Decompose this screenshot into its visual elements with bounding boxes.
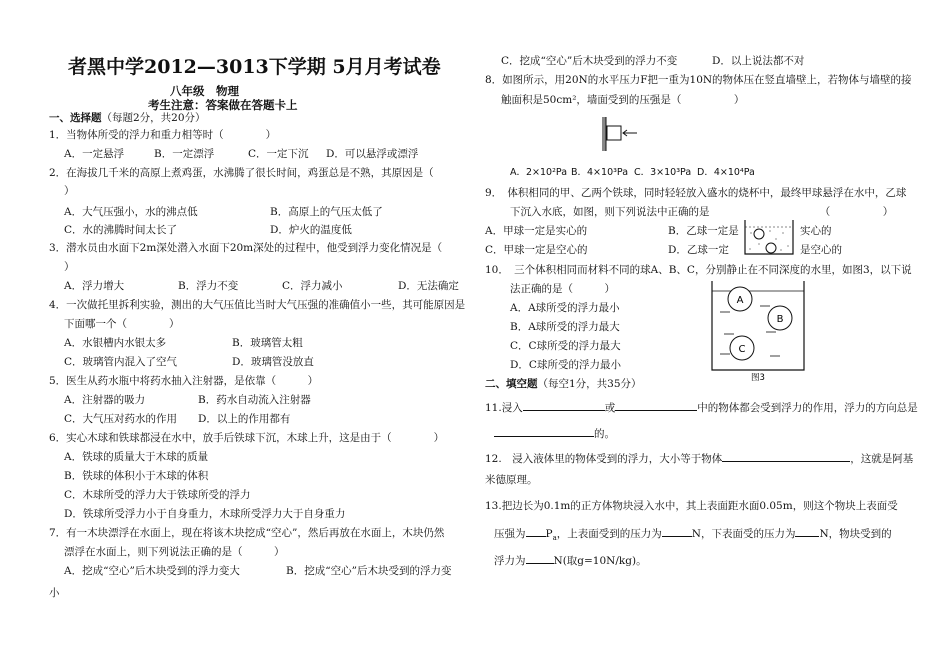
ball-b-label: B <box>776 314 784 325</box>
q13-blank-1[interactable] <box>526 526 546 537</box>
question-4-cont: 下面哪一个（ ） <box>64 318 180 330</box>
q9-option-b: B．乙球一定是 <box>668 225 739 237</box>
q13-blank-4[interactable] <box>526 553 554 564</box>
q5-option-d: D．以上的作用都有 <box>198 413 291 425</box>
q12-blank-1[interactable] <box>722 451 850 462</box>
question-12-line2: 米德原理。 <box>485 474 538 486</box>
question-3-stem: 3．潜水员由水面下2m深处潜入水面下20m深处的过程中，他受到浮力变化情况是（ <box>49 242 443 254</box>
q13-text-1: 压强为 <box>494 528 526 540</box>
q3-option-b: B．浮力不变 <box>178 280 239 292</box>
q11-text-4: 的。 <box>594 428 615 440</box>
q8-option-b: B．4×10³Pa <box>571 167 629 178</box>
q6-option-d: D．铁球所受浮力小于自身重力，木球所受浮力大于自身重力 <box>64 508 346 520</box>
q6-option-b: B．铁球的体积小于木球的体积 <box>64 470 209 482</box>
q11-blank-2[interactable] <box>615 400 697 411</box>
q4-option-d: D．玻璃管没放直 <box>232 356 314 368</box>
q12-text-2: ，这就是阿基 <box>850 453 914 465</box>
ball-c-label: C <box>738 344 746 355</box>
q13-text-4: N，下表面受的压力为 <box>691 528 796 540</box>
three-balls-figure <box>710 278 806 382</box>
q2-option-b: B．高原上的气压太低了 <box>270 206 383 218</box>
q1-option-b: B．一定漂浮 <box>154 148 215 160</box>
q7-option-c: C．挖成“空心”后木块受到的浮力不变 <box>501 55 678 67</box>
q9-option-c: C．甲球一定是空心的 <box>485 244 588 256</box>
question-8-stem: 8．如图所示，用20N的水平压力F把一重为10N的物体压在竖直墙壁上，若物体与墙壁的接 <box>485 74 912 86</box>
ball-yi <box>766 243 776 253</box>
question-13-line2 <box>494 526 892 545</box>
q13-text-6: 浮力为 <box>494 555 526 567</box>
student-notice: 考生注意：答案做在答题卡上 <box>148 98 298 112</box>
q3-option-c: C．浮力减小 <box>282 280 343 292</box>
question-8-cont: 触面积是50cm²，墙面受到的压强是（ ） <box>501 94 745 106</box>
q9-option-d-tail: 是空心的 <box>800 244 842 256</box>
q13-blank-3[interactable] <box>795 526 819 537</box>
block <box>607 126 621 140</box>
q13-blank-2[interactable] <box>662 526 692 537</box>
wall-surface <box>602 117 606 151</box>
question-11-line1 <box>485 400 918 415</box>
q13-unit-sub: a <box>552 534 557 543</box>
question-11-line2 <box>494 426 615 441</box>
q9-option-a: A．甲球一定是实心的 <box>485 225 588 237</box>
q10-option-d: D．C球所受的浮力最小 <box>510 359 621 371</box>
q10-option-b: B．A球所受的浮力最大 <box>510 321 620 333</box>
q7-option-a: A．挖成“空心”后木块受到的浮力变大 <box>64 565 240 577</box>
question-1-stem: 1．当物体所受的浮力和重力相等时（ ） <box>49 129 277 141</box>
question-13-stem: 13.把边长为0.1m的正方体物块浸入水中，其上表面距水面0.05m，则这个物块上表面受 <box>485 500 898 512</box>
ball-jia <box>754 229 764 239</box>
q7-option-b-tail: 小 <box>49 587 60 599</box>
q9-option-d: D．乙球一定 <box>668 244 729 256</box>
q2-option-d: D．炉火的温度低 <box>270 224 352 236</box>
q11-text-3: 中的物体都会受到浮力的作用，浮力的方向总是 <box>697 402 918 414</box>
ball-a-label: A <box>736 295 744 306</box>
q8-option-a: A．2×10²Pa <box>510 167 568 178</box>
section-note: （每题2分，共20分） <box>101 112 206 124</box>
q13-text-7: N(取g=10N/kg)。 <box>553 555 647 567</box>
q4-option-c: C．玻璃管内混入了空气 <box>64 356 178 368</box>
q4-option-a: A．水银槽内水银太多 <box>64 337 167 349</box>
question-4-stem: 4．一次做托里拆利实验，测出的大气压值比当时大气压强的准确值小一些，其可能原因是 <box>49 299 466 311</box>
exam-title: 者黑中学2012—3013下学期 5月月考试卷 <box>68 56 441 78</box>
question-7-stem: 7．有一木块漂浮在水面上，现在将该木块挖成“空心”，然后再放在水面上，木块仍然 <box>49 527 445 539</box>
q7-option-b: B．挖成“空心”后木块受到的浮力变 <box>286 565 452 577</box>
q2-option-a: A．大气压强小，水的沸点低 <box>64 206 198 218</box>
q10-option-a: A．A球所受的浮力最小 <box>510 302 620 314</box>
q12-text-1: 12. 浸入液体里的物体受到的浮力，大小等于物体 <box>485 453 723 465</box>
q7-option-d: D．以上说法都不对 <box>712 55 805 67</box>
q11-text-1: 11.浸入 <box>485 402 523 414</box>
question-3-cont: ） <box>64 261 75 273</box>
question-12-line1 <box>485 451 913 466</box>
q9-option-b-tail: 实心的 <box>800 225 832 237</box>
q2-option-c: C．水的沸腾时间太长了 <box>64 224 178 236</box>
section-fill-heading <box>485 377 642 391</box>
q1-option-d: D．可以悬浮或漂浮 <box>326 148 419 160</box>
q5-option-a: A．注射器的吸力 <box>64 394 146 406</box>
question-13-line3 <box>494 553 647 568</box>
section-label: 一、选择题 <box>49 112 102 124</box>
q13-text-2: P <box>545 528 553 540</box>
q6-option-a: A．铁球的质量大于木球的质量 <box>64 451 209 463</box>
wall-force-figure <box>595 117 641 151</box>
question-5-stem: 5．医生从药水瓶中将药水抽入注射器，是依靠（ ） <box>49 375 319 387</box>
q8-option-d: D．4×10⁴Pa <box>697 167 755 178</box>
q13-text-3: ，上表面受到的压力为 <box>556 528 662 540</box>
question-2-stem: 2．在海拔几千米的高原上煮鸡蛋，水沸腾了很长时间，鸡蛋总是不熟，其原因是（ <box>49 167 434 179</box>
figure-caption: 图3 <box>751 373 765 382</box>
question-10-cont: 法正确的是（ ） <box>510 283 615 295</box>
q11-text-2: 或 <box>604 402 616 414</box>
question-10-stem: 10． 三个体积相同而材料不同的球A、B、C，分别静止在不同深度的水里，如图3，以下说 <box>485 264 912 276</box>
q8-option-c: C．3×10³Pa <box>634 167 692 178</box>
question-9-stem: 9． 体积相同的甲、乙两个铁球，同时轻轻放入盛水的烧杯中，最终甲球悬浮在水中，乙球 <box>485 187 907 199</box>
q11-blank-1[interactable] <box>523 400 605 411</box>
question-2-cont: ） <box>64 185 75 197</box>
tank-outline <box>712 281 804 370</box>
q3-option-a: A．浮力增大 <box>64 280 125 292</box>
section-label: 二、填空题 <box>485 378 538 390</box>
q1-option-c: C．一定下沉 <box>248 148 309 160</box>
section-note: （每空1分，共35分） <box>537 378 642 390</box>
q3-option-d: D．无法确定 <box>398 280 459 292</box>
grade-subject: 八年级 物理 <box>170 84 239 98</box>
q11-blank-3[interactable] <box>494 426 594 437</box>
question-9-cont: 下沉入水底，如图，则下列说法中正确的是 （ ） <box>510 206 894 218</box>
question-7-cont: 漂浮在水面上，则下列说法正确的是（ ） <box>64 546 285 558</box>
beaker-figure <box>743 218 795 256</box>
q5-option-b: B．药水自动流入注射器 <box>198 394 311 406</box>
q10-option-c: C．C球所受的浮力最大 <box>510 340 621 352</box>
q5-option-c: C．大气压对药水的作用 <box>64 413 178 425</box>
q6-option-c: C．木球所受的浮力大于铁球所受的浮力 <box>64 489 251 501</box>
q4-option-b: B．玻璃管太粗 <box>232 337 303 349</box>
question-6-stem: 6．实心木球和铁球都浸在水中，放手后铁球下沉，木球上升，这是由于（ ） <box>49 432 445 444</box>
q13-text-5: N，物块受到的 <box>819 528 892 540</box>
section-choice-heading <box>49 111 206 125</box>
q1-option-a: A．一定悬浮 <box>64 148 125 160</box>
